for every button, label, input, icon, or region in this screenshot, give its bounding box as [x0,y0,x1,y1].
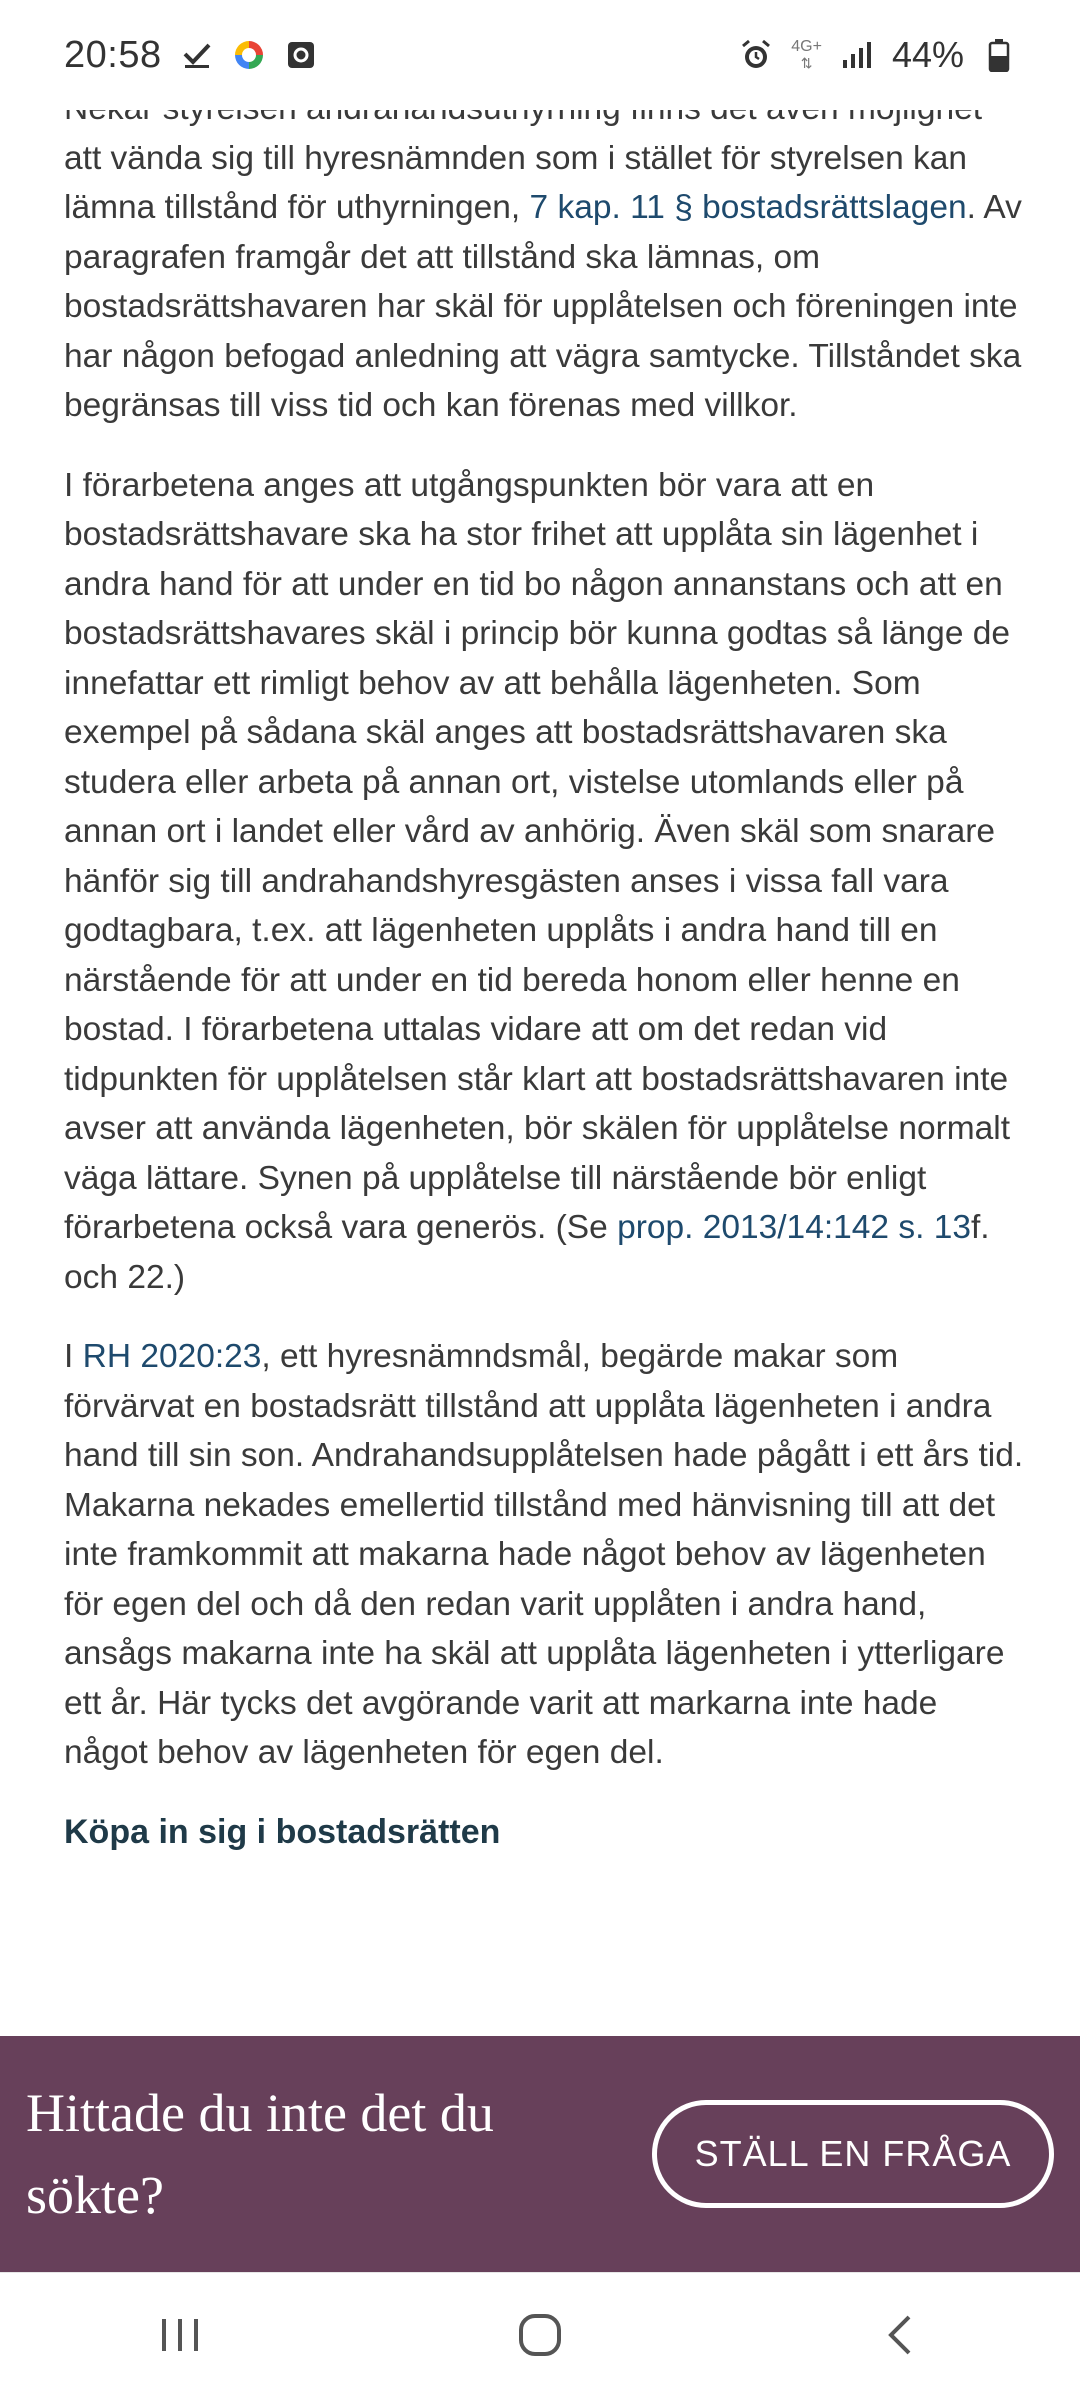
status-bar-right [739,34,1016,76]
recents-icon [158,2315,202,2360]
case-link[interactable]: RH 2020:23 [82,1338,262,1375]
question-banner [0,2036,1080,2272]
status-time: 20:58 [64,33,162,76]
network-icon: 4G+ ⇅ [791,38,822,71]
paragraph-text: . Av paragrafen framgår det att tillstånd ska lämnas, om bostadsrättshavaren har skäl för upplåtelsen och föreningen inte har någon befogad anledning att vägra samtycke. Tillståndet ska begränsas till viss tid och kan förenas med villkor. [64,189,1022,424]
back-button[interactable] [840,2297,960,2377]
paragraph-text: att vända sig till hyresnämnden som i stället för styrelsen kan lämna tillstånd för uthyrningen, [64,139,968,226]
status-bar-left [64,34,318,77]
battery-percent: 44% [891,34,964,75]
signal-icon [840,38,874,72]
network-label: 4G+ [791,38,822,55]
banner-text: Hittade du inte det du sökte? [26,2083,494,2225]
app-color-icon [232,38,266,72]
paragraph-text: I förarbetena anges att utgångspunkten bör vara att en bostadsrättshavare ska ha stor frihet att upplåta sin lägenhet i andra hand för att under en tid bo någon annanstans och att en bostadsrättshavares skäl i princip bör kunna godtas så länge de innefattar ett rimligt behov av att behålla lägenheten. Som exempel på sådana skäl anges att bostadsrättshavaren ska studera eller arbeta på annan ort, vistelse utomlands eller på annan ort i landet eller vård av anhörig. Även skäl som snarare hänför sig till andrahandshyresgästen anses i vissa fall vara godtagbara, t.ex. att lägenheten upplåts i andra hand till en närstående för att under en tid bereda honom eller henne en bostad. I förarbetena uttalas vidare att om det redan vid tidpunkten för upplåtelsen står klart att bostadsrättshavaren inte avser att använda lägenheten, bör skälen för upplåtelse normalt väga lättare. Synen på upplåtelse till närstående bör enligt förarbetena också vara generös. (Se [64,466,1011,1246]
article-paragraph [64,1332,1024,1778]
ask-question-button[interactable]: STÄLL EN FRÅGA [652,2100,1054,2208]
app-square-icon [284,38,318,72]
paragraph-text: , ett hyresnämndsmål, begärde makar som förvärvat en bostadsrätt tillstånd att upplåta lägenheten i andra hand till sin son. Andrahandsupplåtelsen hade pågått i ett års tid. Makarna nekades emellertid tillstånd med hänvisning till att det inte framkommit att makarna hade något behov av lägenheten för egen del och då den redan varit upplåten i andra hand, ansågs makarna inte ha skäl att upplåta lägenheten i ytterligare ett år. Här tycks det avgörande varit att markarna inte hade något behov av lägenheten för egen del. [64,1338,1024,1771]
article-paragraph [64,461,1024,1303]
article-paragraph [64,84,1024,431]
prop-link[interactable]: prop. 2013/14:142 s. 13 [617,1209,971,1246]
law-link[interactable]: 7 kap. 11 § bostadsrättslagen [529,189,967,226]
paragraph-text: I [64,1338,83,1375]
check-icon [180,38,214,72]
recents-button[interactable] [120,2297,240,2377]
paragraph-text: f. och 22.) [64,1209,990,1296]
alarm-icon [739,38,773,72]
article-body [64,84,1024,1857]
home-button[interactable] [480,2297,600,2377]
battery-icon [982,38,1016,72]
system-nav-bar [0,2272,1080,2401]
section-heading: Köpa in sig i bostadsrätten [64,1812,501,1851]
status-bar [0,0,1080,110]
back-icon [885,2313,915,2362]
home-icon [517,2312,563,2363]
